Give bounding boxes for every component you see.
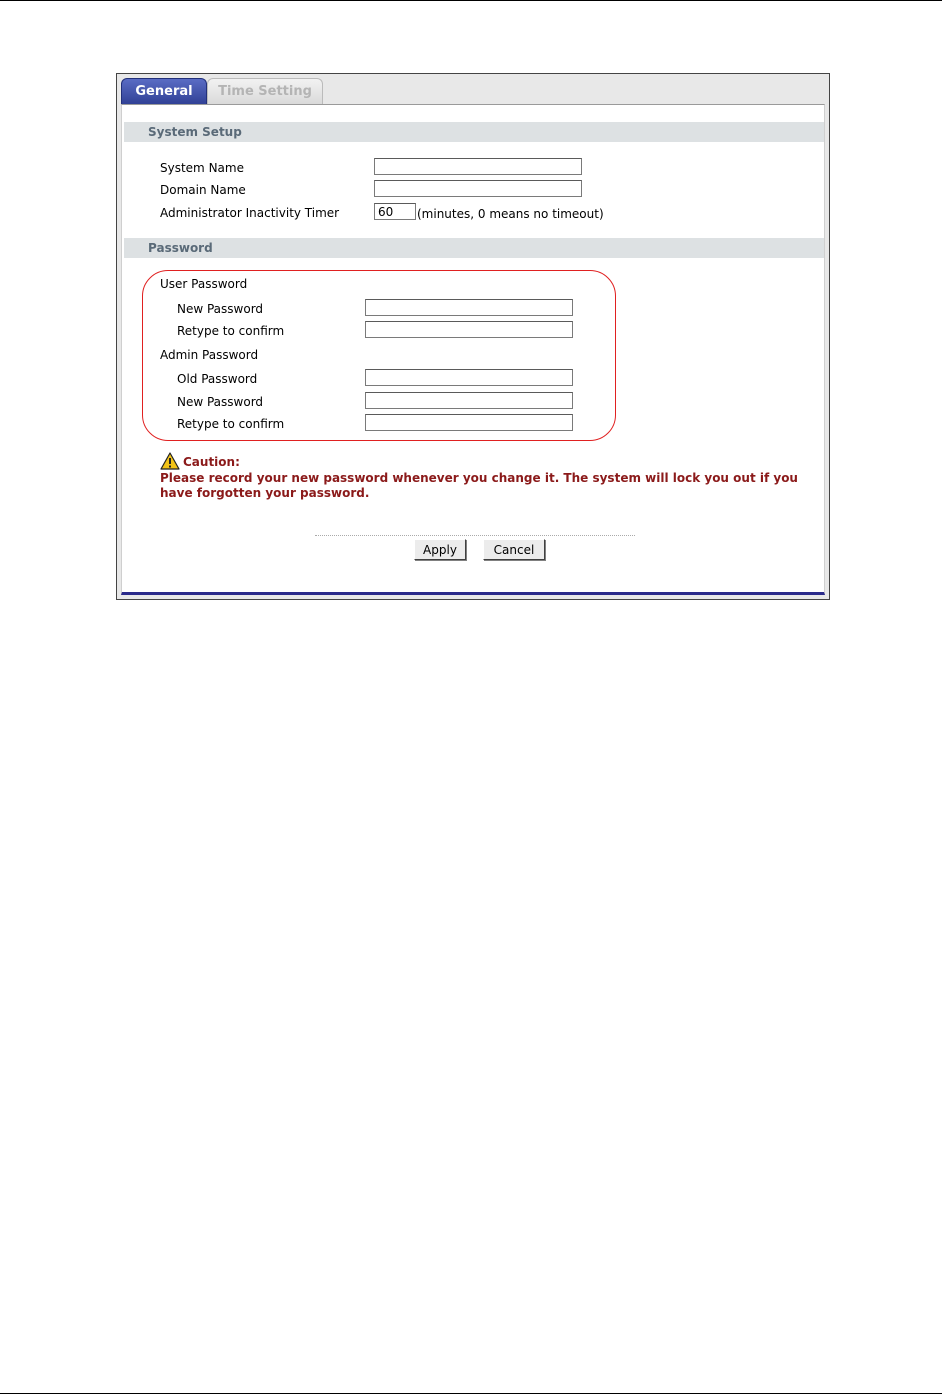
apply-button[interactable]: Apply [414, 539, 466, 560]
admin-old-password-label: Old Password [177, 372, 258, 386]
user-retype-password-input[interactable] [365, 321, 573, 338]
system-setup-header: System Setup [124, 122, 824, 142]
button-divider [315, 535, 635, 536]
caution-title: Caution: [183, 455, 240, 469]
password-header: Password [124, 238, 824, 258]
admin-new-password-input[interactable] [365, 392, 573, 409]
warning-icon [160, 452, 180, 470]
domain-name-input[interactable] [374, 180, 582, 197]
system-name-input[interactable] [374, 158, 582, 175]
inactivity-timer-label: Administrator Inactivity Timer [160, 206, 340, 220]
system-name-label: System Name [160, 161, 244, 175]
settings-window [116, 73, 830, 600]
admin-new-password-label: New Password [177, 395, 264, 409]
general-panel [121, 104, 825, 595]
user-new-password-label: New Password [177, 302, 264, 316]
domain-name-label: Domain Name [160, 183, 246, 197]
admin-retype-password-input[interactable] [365, 414, 573, 431]
tab-general[interactable]: General [121, 78, 207, 105]
caution-message: Please record your new password whenever you change it. The system will lock you out if you have forgotten your password. [160, 471, 798, 500]
user-password-label: User Password [160, 277, 248, 291]
admin-password-label: Admin Password [160, 348, 259, 362]
inactivity-timer-input[interactable] [374, 203, 416, 220]
tab-time-setting[interactable]: Time Setting [207, 78, 323, 105]
page-top-rule [0, 0, 942, 1]
user-new-password-input[interactable] [365, 299, 573, 316]
page-bottom-rule [0, 1393, 942, 1394]
admin-retype-password-label: Retype to confirm [177, 417, 285, 431]
cancel-button[interactable]: Cancel [483, 539, 545, 560]
inactivity-timer-unit: (minutes, 0 means no timeout) [417, 207, 604, 221]
user-retype-password-label: Retype to confirm [177, 324, 285, 338]
admin-old-password-input[interactable] [365, 369, 573, 386]
